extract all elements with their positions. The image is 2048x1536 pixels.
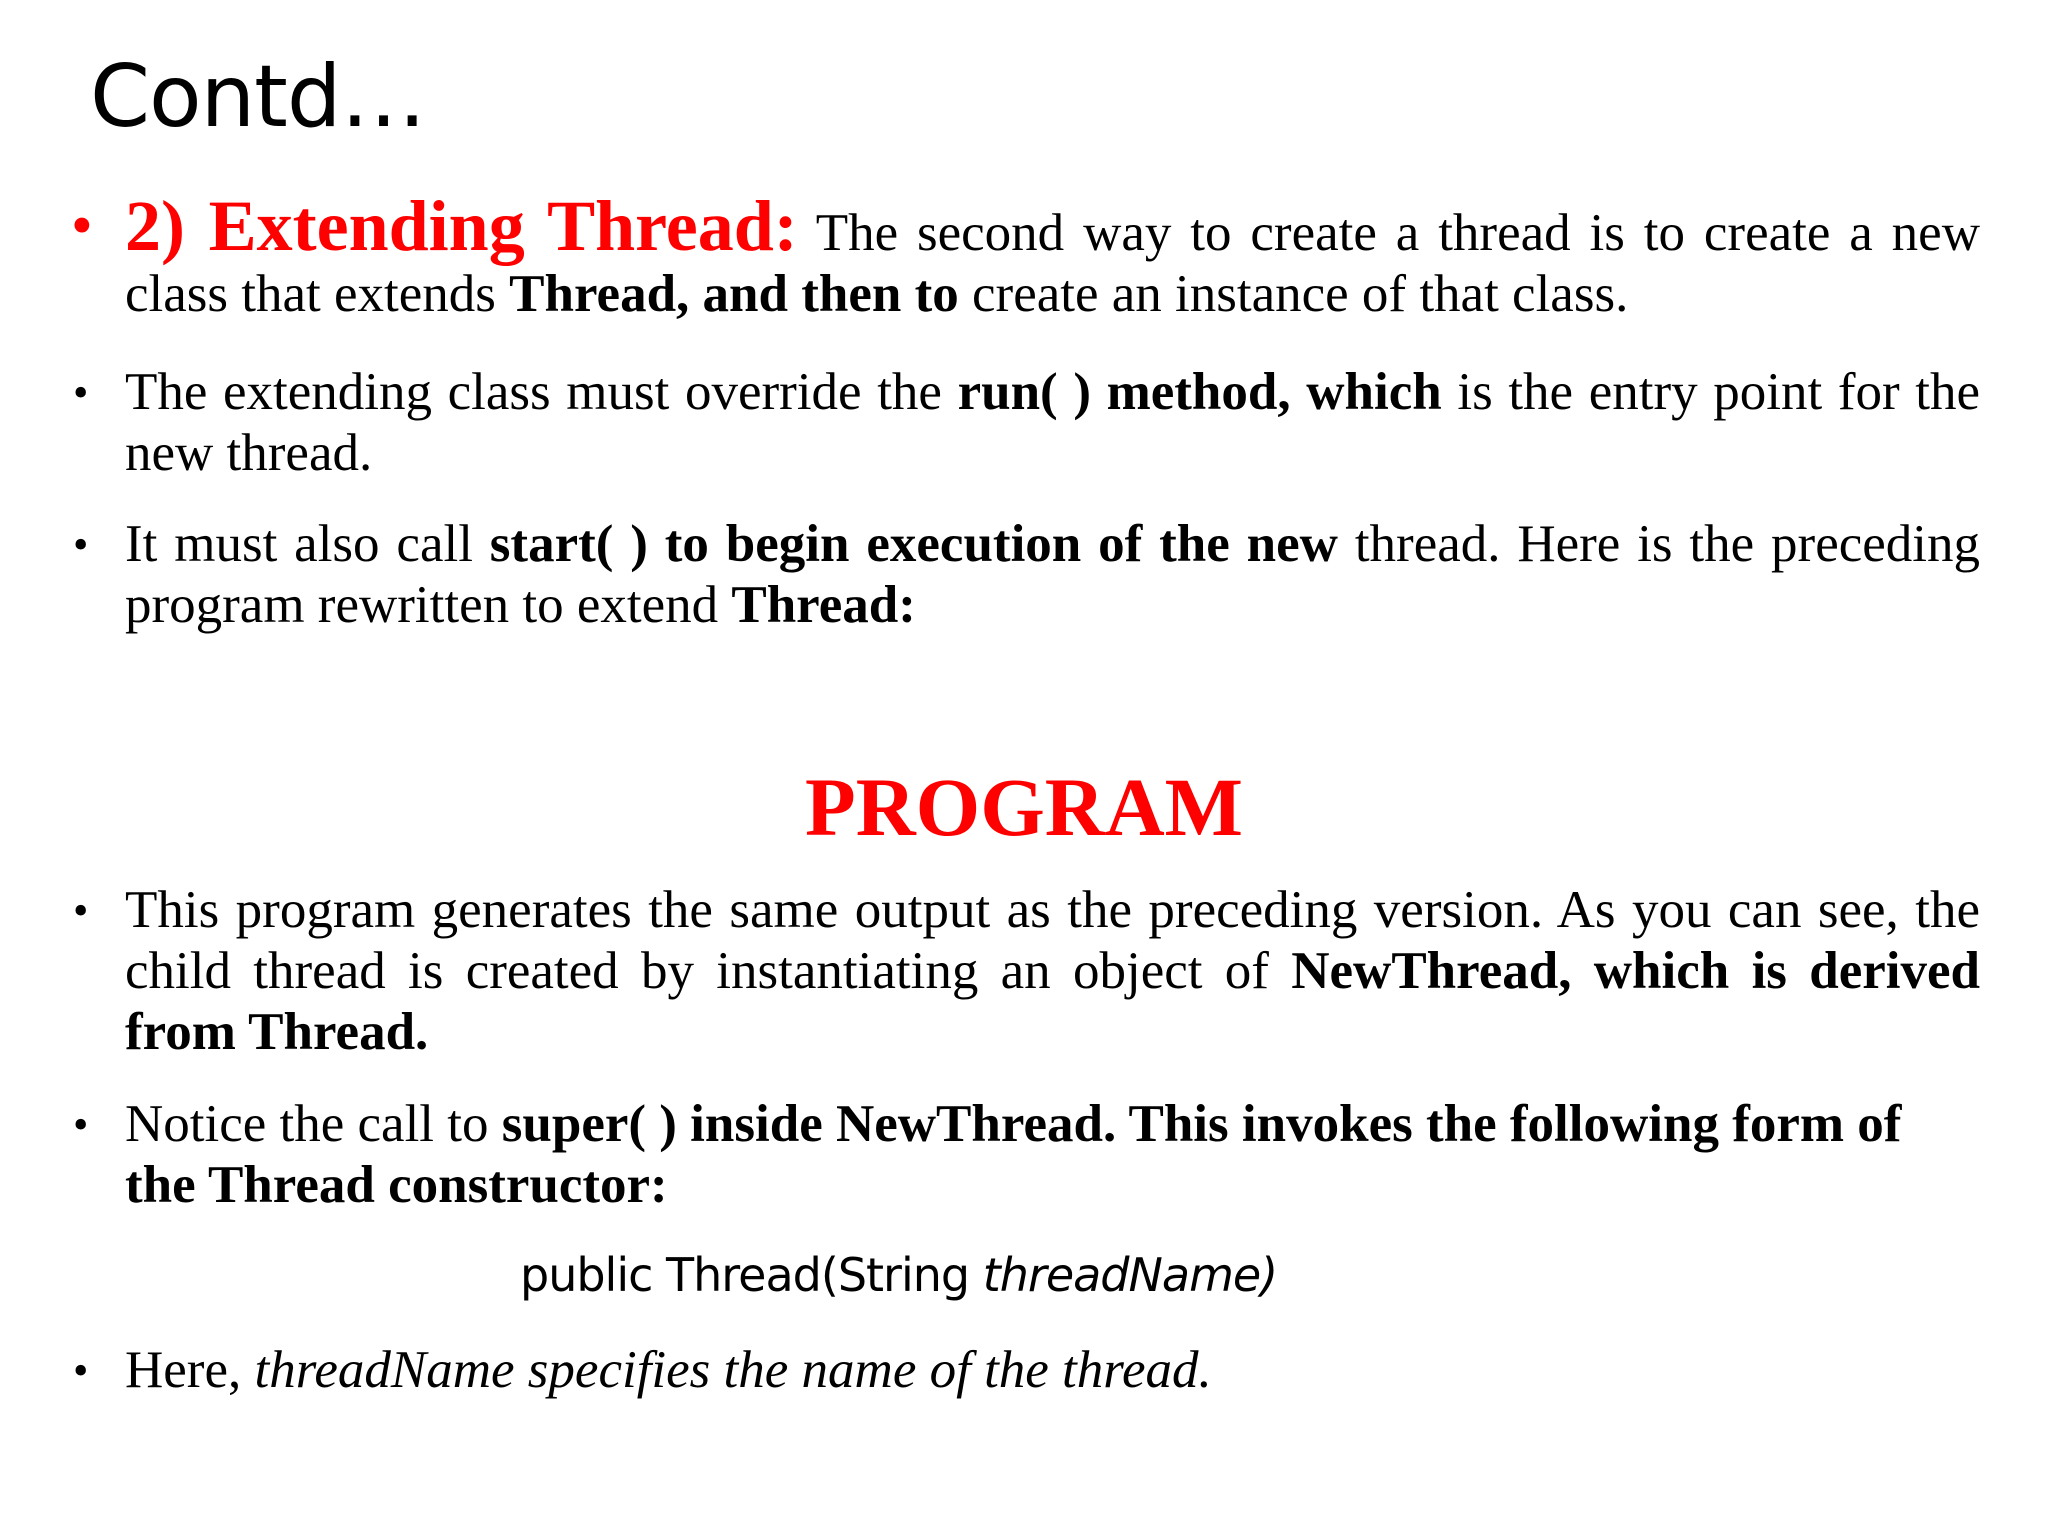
- bullet-dot-icon: •: [73, 1100, 89, 1149]
- bullet-italic-text: threadName specifies the name of the thread.: [254, 1341, 1212, 1399]
- program-heading: PROGRAM: [805, 761, 1243, 853]
- slide-title: Contd…: [90, 47, 426, 147]
- bullet-dot-icon: •: [73, 886, 89, 935]
- bullet-thread-name: [73, 1340, 1980, 1401]
- bullet-bold-text: run( ) method, which: [957, 363, 1442, 421]
- bullet-override-run: [73, 362, 1980, 484]
- bullet-dot-icon: •: [73, 520, 89, 569]
- bullet-text: Notice the call to: [125, 1095, 502, 1153]
- bullet-bold-text: Thread:: [731, 576, 916, 634]
- bullet-text: create an instance of that class.: [958, 265, 1629, 323]
- bullet-text: It must also call: [125, 515, 490, 573]
- bullet-bold-text: Thread, and then to: [509, 265, 959, 323]
- bullet-call-start: [73, 514, 1980, 636]
- bullet-text: The extending class must override the: [125, 363, 958, 421]
- bullet-same-output: [73, 880, 1980, 1063]
- bullet-text: thread. Here is the preceding program rewritten to extend: [125, 515, 1980, 634]
- code-param: threadName): [982, 1248, 1278, 1302]
- bullet-heading: 2) Extending Thread:: [125, 186, 798, 266]
- bullet-text: is the entry point for the new thread.: [125, 363, 1980, 482]
- bullet-bold-text: super( ) inside NewThread. This invokes the following form of the Thread constructor:: [125, 1095, 1902, 1214]
- bullet-text: Here,: [125, 1341, 255, 1399]
- bullet-text: The second way to create a thread is to create a new class that extends: [125, 204, 1980, 323]
- bullet-super-call: [73, 1094, 1925, 1216]
- bullet-dot-icon: •: [73, 1346, 89, 1395]
- bullet-bold-text: NewThread, which is derived from Thread.: [125, 942, 1980, 1061]
- bullet-text: This program generates the same output as the preceding version. As you can see, the child thread is created by instantiating an object of: [125, 881, 1980, 1000]
- constructor-signature: [520, 1248, 1277, 1303]
- bullet-dot-icon: •: [71, 192, 93, 260]
- code-text: public Thread(String: [520, 1248, 983, 1302]
- bullet-dot-icon: •: [73, 368, 89, 417]
- bullet-extending-thread: [71, 186, 1980, 325]
- bullet-bold-text: start( ) to begin execution of the new: [489, 515, 1338, 573]
